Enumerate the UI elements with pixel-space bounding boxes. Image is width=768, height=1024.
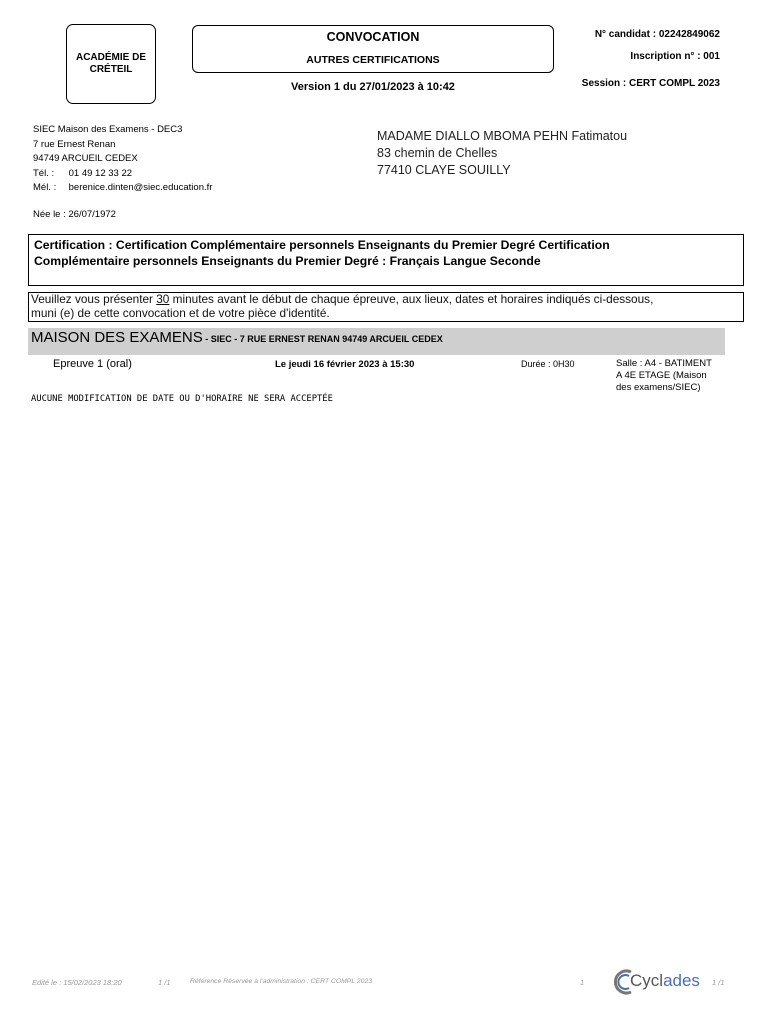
footer-page-left: 1 /1 bbox=[158, 978, 171, 987]
exam-center-band bbox=[28, 328, 725, 355]
exam-room bbox=[616, 358, 728, 394]
cyclades-wordmark bbox=[630, 971, 700, 991]
cyclades-logo bbox=[613, 968, 703, 996]
no-modification-notice: AUCUNE MODIFICATION DE DATE OU D'HORAIRE NE SERA ACCEPTÉE bbox=[31, 394, 333, 404]
exam-epreuve: Epreuve 1 (oral) bbox=[53, 358, 132, 370]
instructions-line-1 bbox=[31, 293, 741, 307]
footer-edited-date: Edité le : 15/02/2023 18:20 bbox=[32, 978, 122, 987]
logo-suffix: ades bbox=[663, 971, 700, 990]
instructions-box bbox=[28, 292, 744, 322]
convocation-header-box bbox=[192, 25, 554, 73]
instructions-minutes: 30 bbox=[156, 292, 170, 306]
exam-room-line-3: des examens/SIEC) bbox=[616, 382, 701, 393]
certification-line-1: Certification : Certification Complémentaire personnels Enseignants du Premier Degré Certification bbox=[34, 238, 610, 252]
academie-box bbox=[66, 24, 156, 104]
recipient-name: MADAME DIALLO MBOMA PEHN Fatimatou bbox=[377, 129, 628, 143]
candidate-number: N° candidat : 02242849062 bbox=[594, 29, 720, 40]
academie-line-2: CRÉTEIL bbox=[89, 64, 133, 75]
instructions-before: Veuillez vous présenter bbox=[31, 292, 157, 306]
sender-mail-row bbox=[33, 181, 212, 196]
recipient-address bbox=[377, 128, 627, 179]
sender-address bbox=[33, 123, 212, 196]
instructions-line-2: muni (e) de cette convocation et de votre pièce d'identité. bbox=[31, 305, 330, 320]
document-subtitle: AUTRES CERTIFICATIONS bbox=[306, 54, 440, 66]
recipient-city: 77410 CLAYE SOUILLY bbox=[377, 163, 511, 177]
sender-street: 7 rue Ernest Renan bbox=[33, 138, 116, 150]
exam-center-address: - SIEC - 7 RUE ERNEST RENAN 94749 ARCUEIL CEDEX bbox=[202, 334, 443, 344]
inscription-number: Inscription n° : 001 bbox=[630, 51, 720, 62]
certification-line-2: Complémentaire personnels Enseignants du Premier Degré : Français Langue Seconde bbox=[34, 254, 541, 268]
footer-page-right: 1 /1 bbox=[712, 978, 725, 987]
mail-address: berenice.dinten@siec.education.fr bbox=[68, 182, 213, 193]
logo-prefix: Cycl bbox=[630, 971, 664, 990]
instructions-after: minutes avant le début de chaque épreuve, aux lieux, dates et horaires indiqués ci-dessous, bbox=[169, 292, 654, 306]
footer-marker: 1 bbox=[580, 978, 585, 987]
birth-date: Née le : 26/07/1972 bbox=[33, 209, 116, 220]
exam-duration: Durée : 0H30 bbox=[521, 359, 575, 369]
recipient-street: 83 chemin de Chelles bbox=[377, 146, 498, 160]
version-line: Version 1 du 27/01/2023 à 10:42 bbox=[291, 81, 455, 93]
document-title: CONVOCATION bbox=[326, 30, 420, 44]
footer-reference: Référence Réservée à l'administration : CERT COMPL 2023 bbox=[190, 978, 373, 985]
session: Session : CERT COMPL 2023 bbox=[581, 78, 720, 89]
sender-phone-row bbox=[33, 167, 212, 182]
phone-label: Tél. : bbox=[33, 167, 55, 179]
exam-datetime: Le jeudi 16 février 2023 à 15:30 bbox=[275, 359, 415, 370]
sender-name: SIEC Maison des Examens - DEC3 bbox=[33, 124, 183, 135]
mail-label: Mél. : bbox=[33, 182, 57, 193]
exam-center-name: MAISON DES EXAMENS bbox=[31, 329, 203, 346]
sender-city: 94749 ARCUEIL CEDEX bbox=[33, 153, 138, 164]
phone-number: 01 49 12 33 22 bbox=[68, 167, 133, 179]
academie-line-1: ACADÉMIE DE bbox=[75, 52, 146, 63]
exam-room-line-1: Salle : A4 - BATIMENT bbox=[616, 358, 712, 369]
exam-room-line-2: A 4E ETAGE (Maison bbox=[616, 370, 707, 381]
certification-box bbox=[28, 234, 744, 286]
